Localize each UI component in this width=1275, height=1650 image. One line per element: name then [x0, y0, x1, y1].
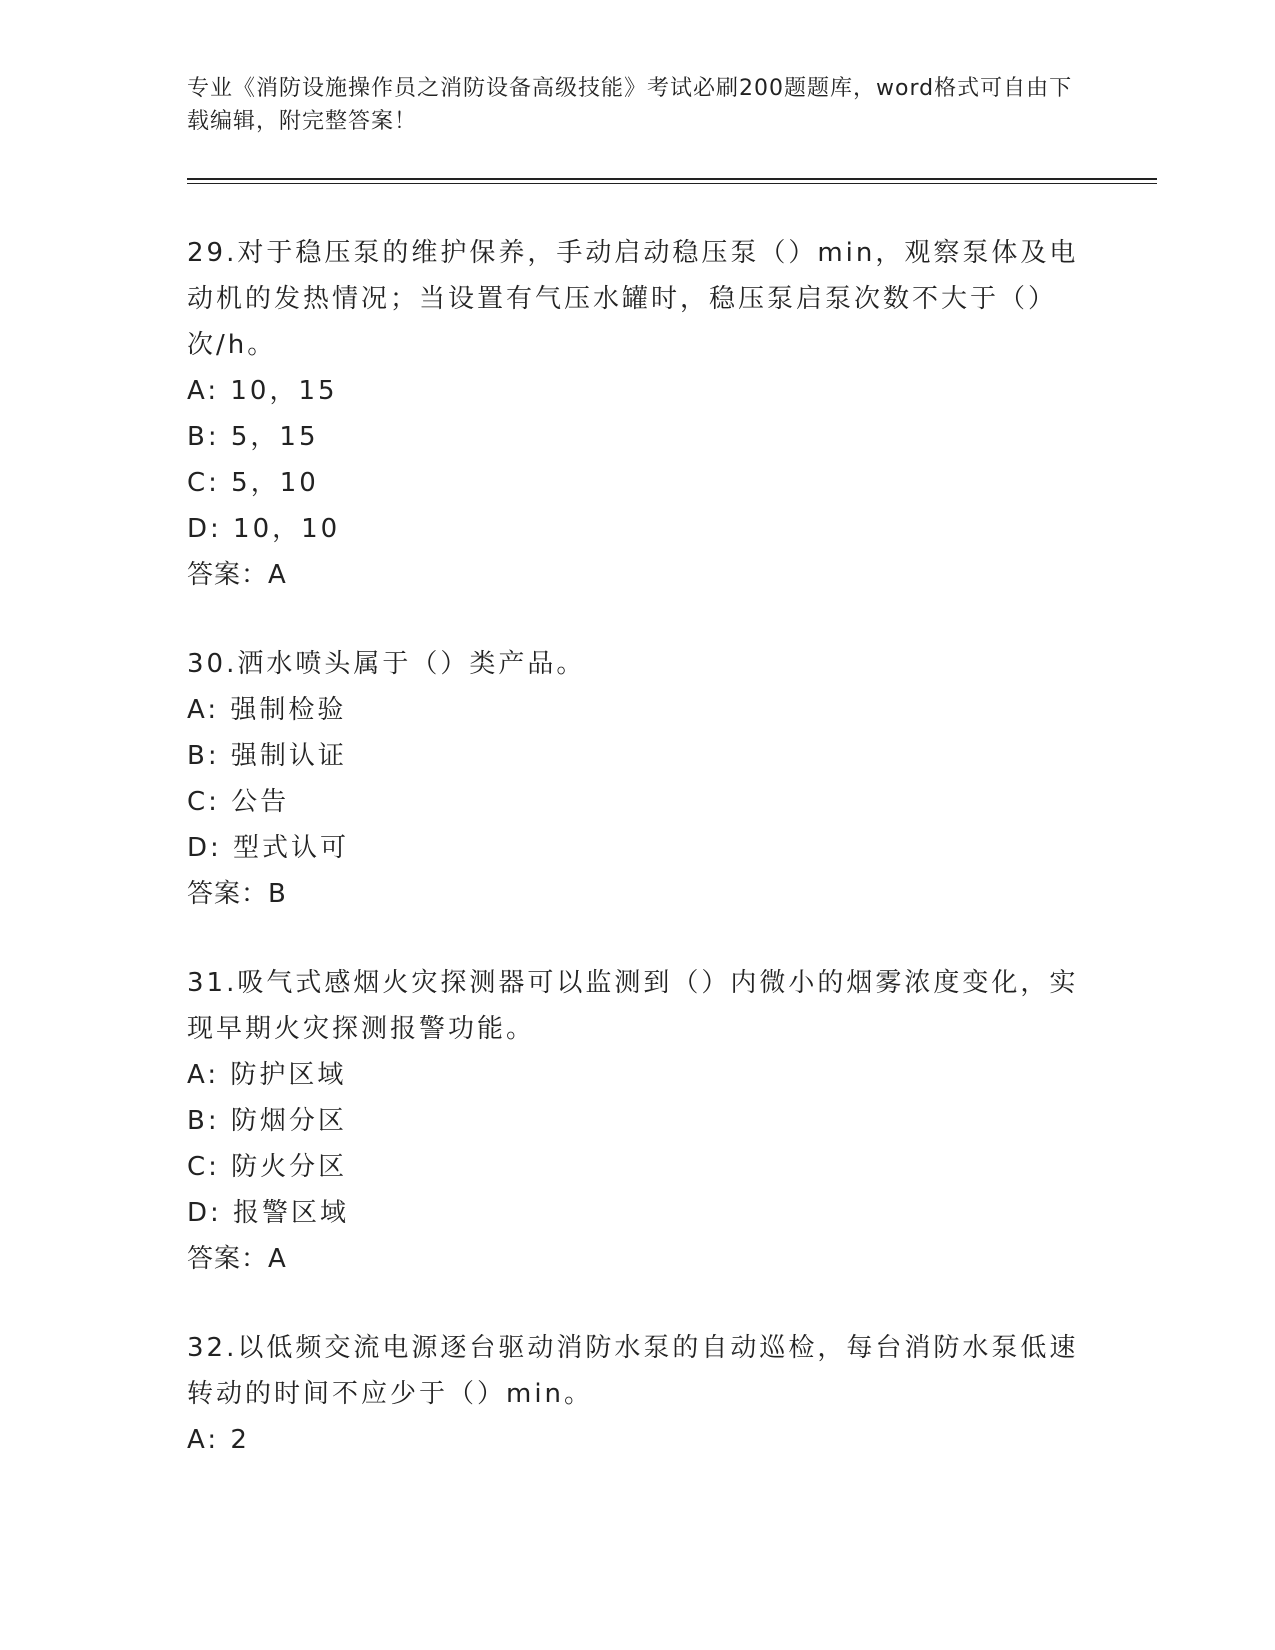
question-stem: 32.以低频交流电源逐台驱动消防水泵的自动巡检，每台消防水泵低速转动的时间不应少于（）min。: [187, 1333, 1079, 1409]
document-header: [187, 72, 1077, 138]
answer-line: 答案：A: [187, 560, 287, 590]
question-stem: 30.洒水喷头属于（）类产品。: [187, 649, 586, 679]
question-spacer: [187, 598, 1087, 641]
option-a: A: 2: [187, 1425, 250, 1455]
header-divider-thin: [187, 183, 1157, 184]
option-b: B: 5，15: [187, 422, 319, 452]
option-b: B: 防烟分区: [187, 1106, 347, 1136]
option-c: C: 5，10: [187, 468, 319, 498]
question-stem: 31.吸气式感烟火灾探测器可以监测到（）内微小的烟雾浓度变化，实现早期火灾探测报警功能。: [187, 968, 1079, 1044]
question-spacer: [187, 917, 1087, 960]
question-31: [187, 960, 1087, 1282]
answer-line: 答案：B: [187, 879, 287, 909]
option-c: C: 防火分区: [187, 1152, 348, 1182]
question-30: [187, 641, 1087, 917]
header-intro-text: 专业《消防设施操作员之消防设备高级技能》考试必刷200题题库，word格式可自由下载编辑，附完整答案！: [187, 76, 1073, 134]
option-d: D: 10，10: [187, 514, 341, 544]
question-32: [187, 1325, 1087, 1463]
header-divider-thick: [187, 178, 1157, 180]
option-c: C: 公告: [187, 787, 290, 817]
question-29: [187, 230, 1087, 598]
option-a: A: 强制检验: [187, 695, 347, 725]
option-b: B: 强制认证: [187, 741, 347, 771]
option-d: D: 型式认可: [187, 833, 350, 863]
question-list: [187, 230, 1087, 1463]
option-a: A: 10，15: [187, 376, 338, 406]
question-spacer: [187, 1282, 1087, 1325]
question-stem: 29.对于稳压泵的维护保养，手动启动稳压泵（）min，观察泵体及电动机的发热情况；当设置有气压水罐时，稳压泵启泵次数不大于（）次/h。: [187, 238, 1079, 360]
answer-line: 答案：A: [187, 1244, 287, 1274]
option-a: A: 防护区域: [187, 1060, 347, 1090]
option-d: D: 报警区域: [187, 1198, 350, 1228]
